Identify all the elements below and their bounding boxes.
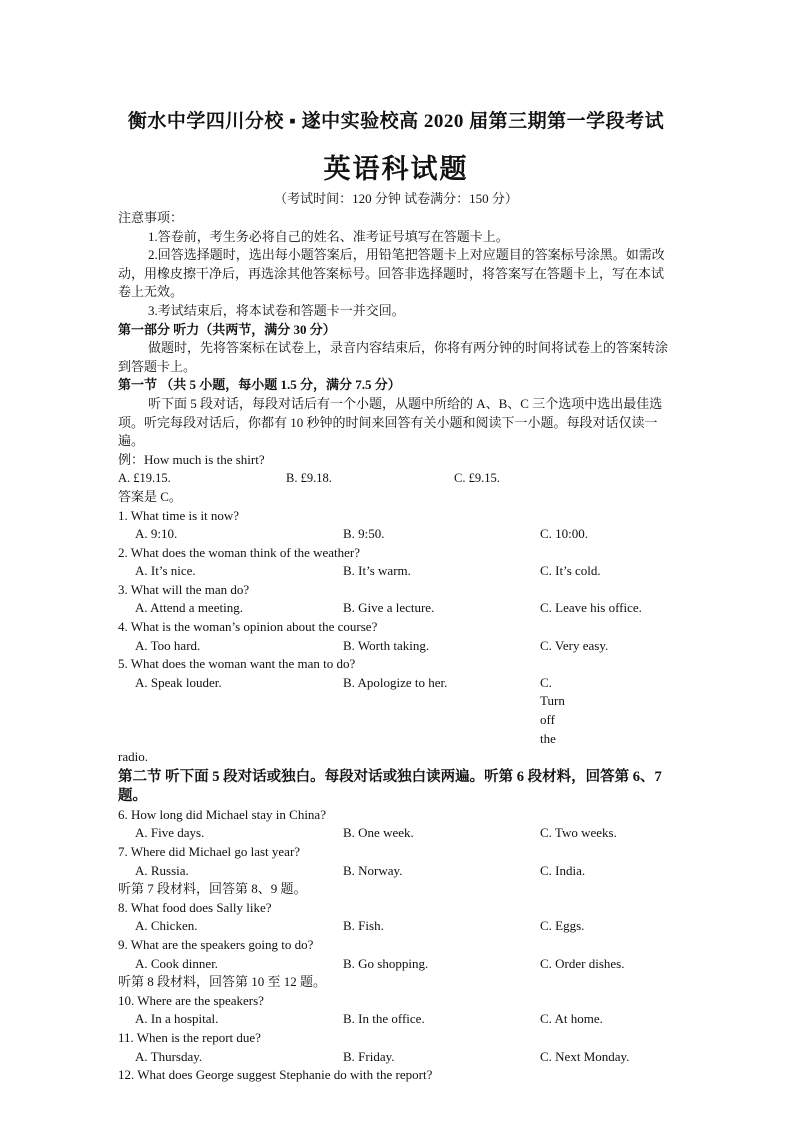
option-b: B. It’s warm. [343,563,411,579]
example-option-b: B. £9.18. [286,471,332,486]
example-question: 例：How much is the shirt? [118,451,265,467]
part1-heading: 第一部分 听力（共两节，满分 30 分） [118,321,336,337]
option-a: A. Thursday. [135,1048,203,1064]
option-c: C. Order dishes. [540,955,625,971]
option-a: A. Chicken. [135,918,198,934]
option-a: A. Five days. [135,825,205,841]
section1-intro: 听下面 5 段对话，每段对话后有一个小题，从题中所给的 A、B、C 三个选项中选出最佳选项。听完每段对话后，你都有 10 秒钟的时间来回答有关小题和阅读下一小题。每段对话仅读一遍。 [118,395,663,449]
option-b: B. 9:50. [343,526,385,542]
question-10: 10. Where are the speakers? [118,992,264,1008]
question-8-options [118,917,674,936]
option-b: B. Apologize to her. [343,674,448,690]
option-c-word: off [540,712,555,728]
option-a: A. It’s nice. [135,563,196,579]
option-a: A. Cook dinner. [135,955,219,971]
note-item-3: 3.考试结束后，将本试卷和答题卡一并交回。 [148,302,405,318]
option-c: C. Next Monday. [540,1048,630,1064]
option-c-word: C. [540,674,552,690]
option-c: C. India. [540,862,586,878]
question-3-options [118,599,674,618]
question-9: 9. What are the speakers going to do? [118,936,314,952]
example-option-c: C. £9.15. [454,471,500,486]
option-c: C. Leave his office. [540,600,642,616]
material-8-instruction: 听第 8 段材料，回答第 10 至 12 题。 [118,974,327,990]
option-b: B. Fish. [343,918,384,934]
question-2: 2. What does the woman think of the weather? [118,544,360,560]
section1-heading: 第一节 （共 5 小题，每小题 1.5 分，满分 7.5 分） [118,377,401,393]
exam-subtitle: 英语科试题 [323,154,469,184]
note-item-2: 2.回答选择题时，选出每小题答案后，用铅笔把答题卡上对应题目的答案标号涂黑。如需改动，用橡皮擦干净后，再选涂其他答案标号。回答非选择题时，将答案写在答题卡上，写在本试卷上无效。 [118,247,665,300]
option-a: A. 9:10. [135,526,178,542]
question-11: 11. When is the report due? [118,1029,261,1045]
option-c: C. Eggs. [540,918,585,934]
question-5-option-c-tail: radio. [118,749,148,765]
option-b: B. Worth taking. [343,637,430,653]
question-12: 12. What does George suggest Stephanie do with the report? [118,1067,433,1083]
option-b: B. Give a lecture. [343,600,435,616]
option-c: C. It’s cold. [540,563,601,579]
question-7: 7. Where did Michael go last year? [118,844,301,859]
option-b: B. Go shopping. [343,955,429,971]
material-7-instruction: 听第 7 段材料，回答第 8、9 题。 [118,881,307,897]
question-10-options [118,1010,674,1029]
option-c-word: Turn [540,693,565,709]
question-11-options [118,1048,674,1067]
question-5-options [118,674,674,748]
question-8: 8. What food does Sally like? [118,899,272,915]
question-4: 4. What is the woman’s opinion about the course? [118,619,378,635]
question-5: 5. What does the woman want the man to do? [118,656,356,672]
question-7-options [118,862,674,881]
section2-heading: 第二节 听下面 5 段对话或独白。每段对话或独白读两遍。听第 6 段材料，回答第 6、7 题。 [118,768,662,804]
question-9-options [118,955,674,974]
option-a: A. Russia. [135,862,189,878]
example-answer: 答案是 C。 [118,488,182,504]
option-c: C. At home. [540,1011,603,1027]
option-c: C. 10:00. [540,526,589,542]
option-c-word: the [540,730,556,746]
exam-title: 衡水中学四川分校 ▪ 遂中实验校高 2020 届第三期第一学段考试 [127,111,665,132]
question-2-options [118,562,674,581]
part1-intro: 做题时，先将答案标在试卷上，录音内容结束后，你将有两分钟的时间将试卷上的答案转涂到答题卡上。 [118,340,669,374]
notes-heading: 注意事项： [118,210,184,225]
note-item-1: 1.答卷前，考生务必将自己的姓名、准考证号填写在答题卡上。 [148,228,509,244]
question-1: 1. What time is it now? [118,507,240,523]
option-a: A. In a hospital. [135,1011,219,1027]
option-c: C. Two weeks. [540,825,617,841]
question-1-options [118,525,674,544]
option-b: B. Norway. [343,862,403,878]
exam-page [118,100,674,1085]
option-c [540,674,674,748]
example-option-a: A. £19.15. [118,471,171,486]
option-a: A. Speak louder. [135,674,222,690]
option-b: B. One week. [343,825,414,841]
question-6-options [118,824,674,843]
option-b: B. Friday. [343,1048,395,1064]
option-a: A. Attend a meeting. [135,600,243,616]
example-options [118,469,674,488]
question-4-options [118,637,674,656]
option-b: B. In the office. [343,1011,425,1027]
exam-info: （考试时间：120 分钟 试卷满分：150 分） [274,191,518,206]
question-6: 6. How long did Michael stay in China? [118,806,326,822]
question-3: 3. What will the man do? [118,581,250,597]
option-c: C. Very easy. [540,637,609,653]
option-a: A. Too hard. [135,637,201,653]
